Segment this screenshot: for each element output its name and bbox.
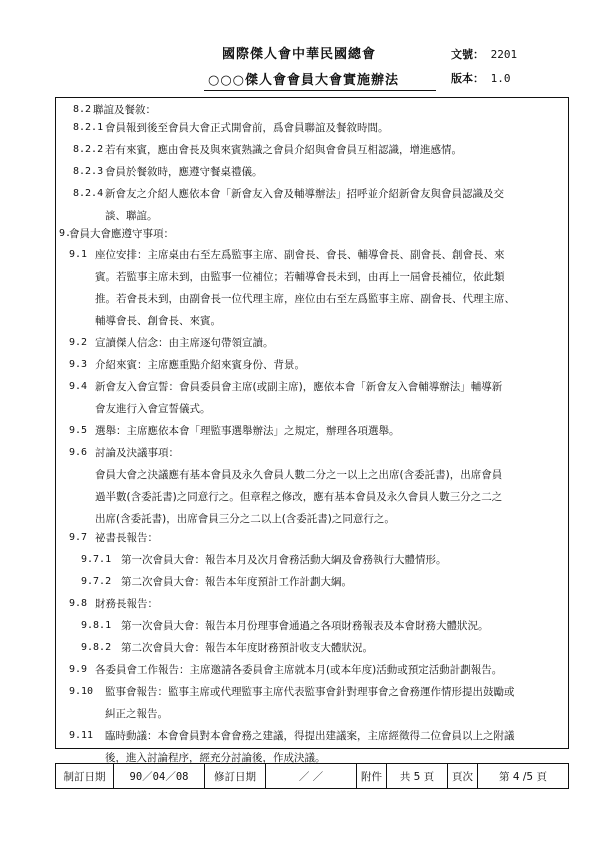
enact-date-value: 90／04／08 bbox=[114, 764, 205, 788]
clause-text: 會員於餐敘時，應遵守餐桌禮儀。 bbox=[105, 166, 263, 178]
clause-number: 9.8 bbox=[69, 598, 88, 609]
clause-text: 介紹來賓：主席應重點介紹來賓身份、背景。 bbox=[95, 359, 305, 371]
document-title: 國際傑人會中華民國總會 bbox=[222, 47, 377, 62]
clause-text: 會員大會應遵守事項： bbox=[69, 228, 174, 240]
clause-number: 9.4 bbox=[69, 381, 88, 392]
attachment-value: 共 5 頁 bbox=[387, 764, 448, 788]
clause-text: 祕書長報告： bbox=[95, 532, 158, 544]
revise-date-label: 修訂日期 bbox=[205, 764, 266, 788]
clause-text: 推。若會長未到，由副會長一位代理主席，座位由右至左爲監事主席、副會長、代理主席、 bbox=[95, 293, 515, 305]
footer-table bbox=[55, 763, 569, 789]
clause-number: 8.2.2 bbox=[73, 144, 104, 155]
clause-text: 各委員會工作報告：主席邀請各委員會主席就本月(或本年度)活動或預定活動計劃報告。 bbox=[95, 664, 503, 676]
clause-text: 選舉：主席應依本會「理監事選舉辦法」之規定，辦理各項選舉。 bbox=[95, 425, 400, 437]
page-number: 第 4 /5 頁 bbox=[499, 770, 547, 783]
clause-number: 9.1 bbox=[69, 249, 88, 260]
clause-text: 會員大會之決議應有基本會員及永久會員人數二分之一以上之出席(含委託書)，出席會員 bbox=[95, 469, 503, 481]
clause-number: 9.10 bbox=[69, 686, 94, 697]
clause-number: 8.2.1 bbox=[73, 122, 104, 133]
clause-text: 過半數(含委託書)之同意行之。但章程之修改，應有基本會員及永久會員人數三分之二之 bbox=[95, 491, 503, 503]
clause-number: 9.7 bbox=[69, 532, 88, 543]
clause-number: 9.2 bbox=[69, 337, 88, 348]
clause-text: 座位安排：主席桌由右至左爲監事主席、副會長、會長、輔導會長、副會長、創會長、來 bbox=[95, 249, 505, 261]
version-value: 1.0 bbox=[490, 72, 511, 85]
clause-number: 8.2 bbox=[73, 104, 92, 115]
document-subtitle: ○○○傑人會會員大會實施辦法 bbox=[208, 73, 400, 88]
clause-text: 賓。若監事主席未到，由監事一位補位；若輔導會長未到，由再上一屆會長補位，依此類 bbox=[95, 271, 505, 283]
version-label: 版本： bbox=[451, 72, 484, 85]
clause-number: 9.3 bbox=[69, 359, 88, 370]
version bbox=[451, 70, 511, 86]
clause-text: 出席(含委託書)，出席會員三分之二以上(含委託書)之同意行之。 bbox=[95, 513, 395, 525]
clause-text: 新會友入會宣誓：會員委員會主席(或副主席)，應依本會「新會友入會輔導辦法」輔導新 bbox=[95, 381, 503, 393]
clause-text: 聯誼及餐敘： bbox=[93, 104, 156, 116]
clause-text: 新會友之介紹人應依本會「新會友入會及輔導辦法」招呼並介紹新會友與會員認識及交 bbox=[105, 188, 504, 200]
clause-number: 8.2.3 bbox=[73, 166, 104, 177]
clause-number: 9.9 bbox=[69, 664, 88, 675]
clause-text: 糾正之報告。 bbox=[105, 708, 168, 720]
clause-text: 宣讀傑人信念：由主席逐句帶領宣讀。 bbox=[95, 337, 274, 349]
page-label: 頁次 bbox=[448, 764, 478, 788]
clause-text: 第二次會員大會：報告本年度財務預計收支大體狀況。 bbox=[121, 642, 373, 654]
clause-number: 9.7.1 bbox=[81, 554, 112, 565]
clause-number: 9.5 bbox=[69, 425, 88, 436]
attachment-label: 附件 bbox=[357, 764, 387, 788]
doc-number-label: 文號： bbox=[451, 48, 484, 61]
clause-number: 9.8.2 bbox=[81, 642, 112, 653]
clause-text: 第二次會員大會：報告本年度預計工作計劃大綱。 bbox=[121, 576, 352, 588]
clause-number: 8.2.4 bbox=[73, 188, 104, 199]
doc-number bbox=[451, 46, 517, 62]
clause-text: 會友進行入會宣誓儀式。 bbox=[95, 403, 211, 415]
clause-number: 9.8.1 bbox=[81, 620, 112, 631]
clause-number: 9.7.2 bbox=[81, 576, 112, 587]
clause-text: 第一次會員大會：報告本月及次月會務活動大綱及會務執行大體情形。 bbox=[121, 554, 447, 566]
clause-text: 臨時動議：本會會員對本會會務之建議，得提出建議案，主席經徵得二位會員以上之附議 bbox=[105, 730, 515, 742]
clause-text: 後，進入討論程序，經充分討論後，作成決議。 bbox=[105, 752, 326, 764]
clause-number: 9.6 bbox=[69, 447, 88, 458]
clause-text: 財務長報告： bbox=[95, 598, 158, 610]
doc-number-value: 2201 bbox=[490, 48, 518, 61]
clause-text: 第一次會員大會：報告本月份理事會通過之各項財務報表及本會財務大體狀況。 bbox=[121, 620, 489, 632]
clause-number: 9. bbox=[59, 228, 72, 239]
clause-text: 監事會報告：監事主席或代理監事主席代表監事會針對理事會之會務運作情形提出鼓勵或 bbox=[105, 686, 515, 698]
clause-text: 若有來賓，應由會長及與來賓熟識之會員介紹與會會員互相認識，增進感情。 bbox=[105, 144, 462, 156]
clause-number: 9.11 bbox=[69, 730, 94, 741]
clause-text: 會員報到後至會員大會正式開會前，爲會員聯誼及餐敘時間。 bbox=[105, 122, 389, 134]
clause-text: 輔導會長、創會長、來賓。 bbox=[95, 315, 221, 327]
revise-date-value: ／ ／ bbox=[266, 764, 357, 788]
clause-text: 討論及決議事項： bbox=[95, 447, 179, 459]
clause-text: 談、聯誼。 bbox=[105, 210, 158, 222]
subtitle-underline bbox=[204, 90, 436, 91]
enact-date-label: 制訂日期 bbox=[56, 764, 114, 788]
